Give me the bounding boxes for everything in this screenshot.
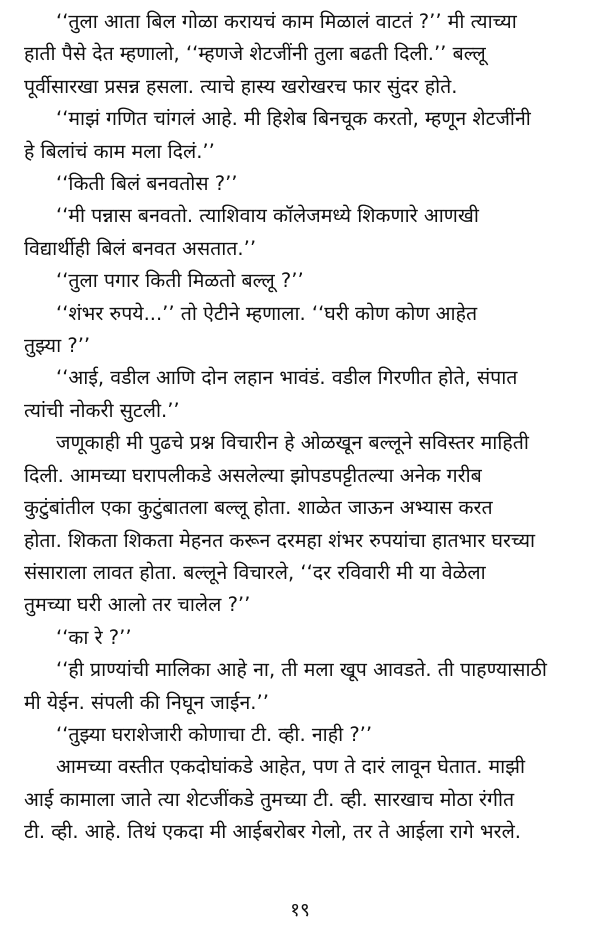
text-line: तुझ्या ?’’ — [24, 334, 91, 358]
text-line: आई कामाला जाते त्या शेटजींकडे तुमच्या टी. व्ही. सारखाच मोठा रंगीत — [24, 787, 515, 811]
paragraph — [24, 168, 590, 200]
text-line: संसाराला लावत होता. बल्लूने विचारले, ‘‘दर रविवारी मी या वेळेला — [24, 560, 486, 584]
text-line: होता. शिकता शिकता मेहनत करून दरमहा शंभर रुपयांचा हातभार घरच्या — [24, 528, 536, 552]
paragraph — [24, 654, 590, 719]
paragraph — [24, 362, 590, 427]
text-line: ‘‘मी पन्नास बनवतो. त्याशिवाय कॉलेजमध्ये शिकणारे आणखी — [56, 204, 479, 228]
text-line: ‘‘तुझ्या घराशेजारी कोणाचा टी. व्ही. नाही ?’’ — [56, 722, 373, 746]
text-line: ‘‘आई, वडील आणि दोन लहान भावंडं. वडील गिरणीत होते, संपात — [56, 366, 518, 390]
text-line: तुमच्या घरी आलो तर चालेल ?’’ — [24, 593, 251, 617]
text-line: मी येईन. संपली की निघून जाईन.’’ — [24, 690, 269, 714]
text-line: हे बिलांचं काम मला दिलं.’’ — [24, 139, 215, 163]
text-line: पूर्वीसारखा प्रसन्न हसला. त्याचे हास्य खरोखरच फार सुंदर होते. — [24, 74, 458, 98]
text-line: आमच्या वस्तीत एकदोघांकडे आहेत, पण ते दारं लावून घेतात. माझी — [56, 755, 526, 779]
paragraph — [24, 265, 590, 297]
text-line: हाती पैसे देत म्हणालो, ‘‘म्हणजे शेटजींनी तुला बढती दिली.’’ बल्लू — [24, 42, 486, 66]
paragraph — [24, 719, 590, 751]
text-line: ‘‘का रे ?’’ — [56, 625, 132, 649]
text-line: दिली. आमच्या घरापलीकडे असलेल्या झोपडपट्टीतल्या अनेक गरीब — [24, 463, 482, 487]
text-line: ‘‘तुला आता बिल गोळा करायचं काम मिळालं वाटतं ?’’ मी त्याच्या — [56, 10, 517, 33]
text-line: विद्यार्थीही बिलं बनवत असतात.’’ — [24, 236, 257, 260]
text-line: ‘‘ही प्राण्यांची मालिका आहे ना, ती मला खूप आवडते. ती पाहण्यासाठी — [56, 658, 547, 682]
text-line: टी. व्ही. आहे. तिथं एकदा मी आईबरोबर गेलो, तर ते आईला रागे भरले. — [24, 820, 521, 844]
text-line: ‘‘तुला पगार किती मिळतो बल्लू ?’’ — [56, 269, 304, 293]
page-number: १९ — [290, 899, 310, 921]
paragraph — [24, 427, 590, 621]
paragraph — [24, 751, 590, 848]
text-line: ‘‘माझं गणित चांगलं आहे. मी हिशेब बिनचूक करतो, म्हणून शेटजींनी — [56, 107, 531, 131]
text-line: जणूकाही मी पुढचे प्रश्न विचारीन हे ओळखून बल्लूने सविस्तर माहिती — [56, 431, 529, 455]
text-line: ‘‘किती बिलं बनवतोस ?’’ — [56, 172, 238, 196]
body-text — [24, 6, 590, 849]
text-line: ‘‘शंभर रुपये...’’ तो ऐटीने म्हणाला. ‘‘घरी कोण कोण आहेत — [56, 301, 478, 325]
paragraph — [24, 298, 590, 363]
paragraph — [24, 622, 590, 654]
text-line: त्यांची नोकरी सुटली.’’ — [24, 398, 180, 422]
paragraph — [24, 200, 590, 265]
text-line: कुटुंबांतील एका कुटुंबातला बल्लू होता. शाळेत जाऊन अभ्यास करत — [24, 496, 493, 520]
paragraph — [24, 103, 590, 168]
paragraph — [24, 6, 590, 103]
